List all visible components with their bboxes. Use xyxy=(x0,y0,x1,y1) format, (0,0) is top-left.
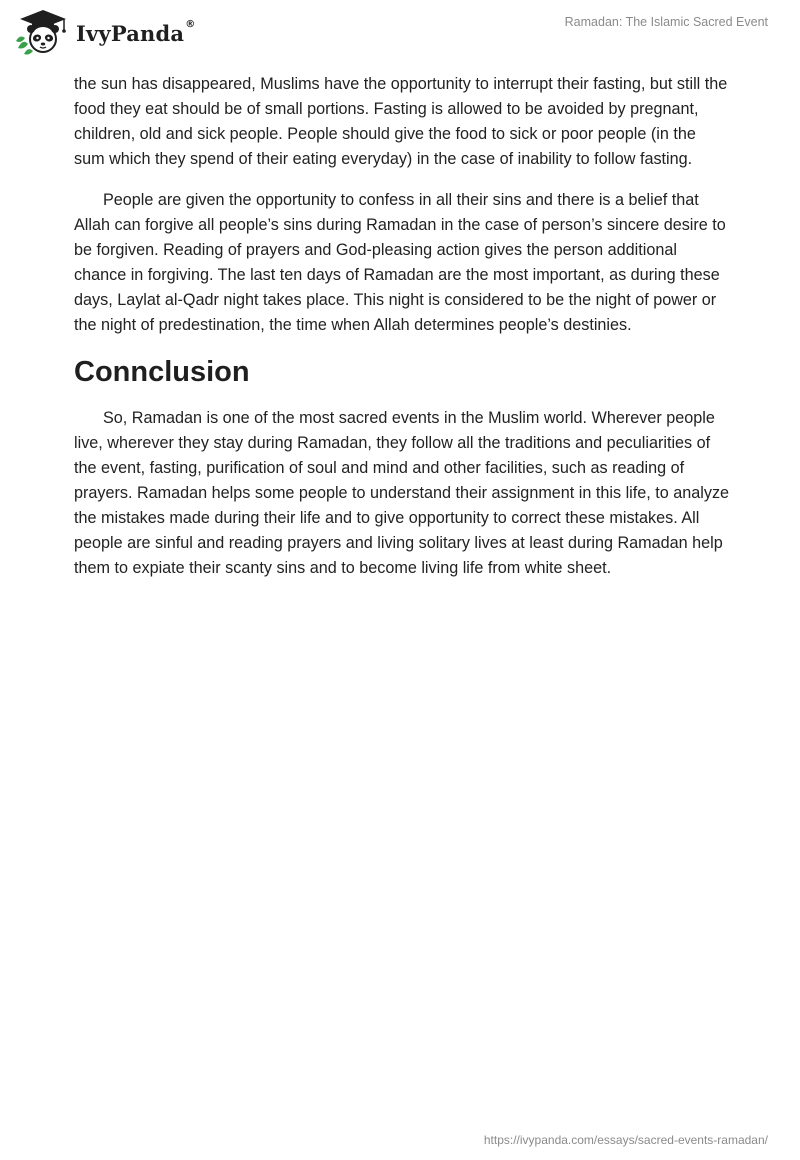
brand-name-text: IvyPanda xyxy=(76,20,185,46)
section-heading-conclusion: Connclusion xyxy=(74,356,250,388)
registered-mark: ® xyxy=(185,18,196,30)
ivypanda-logo[interactable] xyxy=(14,8,195,56)
paragraph-conclusion: So, Ramadan is one of the most sacred events in the Muslim world. Wherever people live, wherever they stay during Ramadan, they follow all the traditions and peculiarities of the event, fasting, purification of soul and mind and other facilities, such as reading of prayers. Ramadan helps some people to understand their assignment in this life, to analyze the mistakes made during their life and to give opportunity to correct these mistakes. All people are sinful and reading prayers and living solitary lives at least during Ramadan help them to expiate their scanty sins and to become living life from white sheet. xyxy=(74,409,730,577)
paragraph-continuation: the sun has disappeared, Muslims have the opportunity to interrupt their fasting, but still the food they eat should be of small portions. Fasting is allowed to be avoided by pregnant, children, old and sick people. People should give the food to sick or poor people (in the sum which they spend of their eating everyday) in the case of inability to follow fasting. xyxy=(74,75,728,168)
panda-graduation-cap-icon xyxy=(14,8,72,56)
essay-content xyxy=(74,72,730,581)
brand-name xyxy=(76,18,196,46)
page-header xyxy=(0,0,800,70)
document-title: Ramadan: The Islamic Sacred Event xyxy=(564,15,768,29)
paragraph-forgiveness: People are given the opportunity to confess in all their sins and there is a belief that Allah can forgive all people’s sins during Ramadan in the case of person’s sincere desire to be forgiven. Reading of prayers and God-pleasing action gives the person additional chance in forgiving. The last ten days of Ramadan are the most important, as during these days, Laylat al-Qadr night takes place. This night is considered to be the night of power or the night of predestination, the time when Allah determines people’s destinies. xyxy=(74,191,726,334)
footer-source-url[interactable]: https://ivypanda.com/essays/sacred-events-ramadan/ xyxy=(483,1133,768,1147)
